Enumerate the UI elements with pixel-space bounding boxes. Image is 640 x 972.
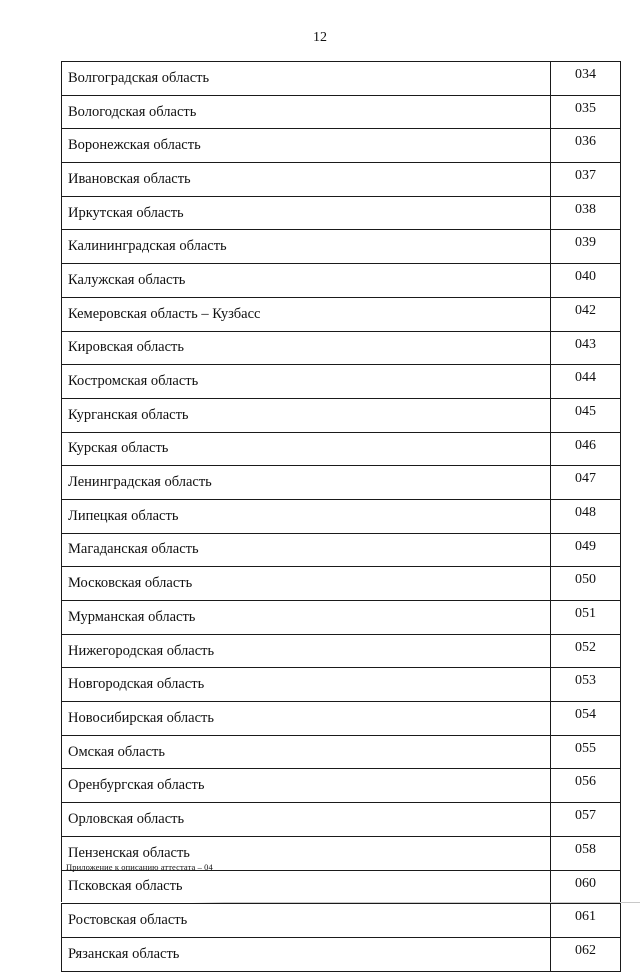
region-code-cell: 044 <box>551 365 621 399</box>
table-row <box>62 668 621 702</box>
table-row <box>62 196 621 230</box>
table-row <box>62 499 621 533</box>
region-name-cell: Орловская область <box>62 803 551 837</box>
region-code-cell: 042 <box>551 297 621 331</box>
region-code-cell: 047 <box>551 466 621 500</box>
table-row <box>62 466 621 500</box>
region-code-cell: 038 <box>551 196 621 230</box>
region-name-cell: Пензенская область <box>62 836 551 870</box>
region-name-cell: Магаданская область <box>62 533 551 567</box>
region-code-cell: 058 <box>551 836 621 870</box>
table-row <box>62 331 621 365</box>
region-code-cell: 045 <box>551 398 621 432</box>
table-row <box>62 803 621 837</box>
region-name-cell: Нижегородская область <box>62 634 551 668</box>
region-name-cell: Новосибирская область <box>62 702 551 736</box>
region-code-cell: 061 <box>551 904 621 938</box>
region-name-cell: Ленинградская область <box>62 466 551 500</box>
table-row <box>62 870 621 904</box>
region-name-cell: Рязанская область <box>62 937 551 971</box>
region-name-cell: Курская область <box>62 432 551 466</box>
region-name-cell: Иркутская область <box>62 196 551 230</box>
table-row <box>62 735 621 769</box>
region-code-cell: 049 <box>551 533 621 567</box>
region-name-cell: Мурманская область <box>62 601 551 635</box>
table-row <box>62 365 621 399</box>
region-name-cell: Волгоградская область <box>62 62 551 96</box>
table-row <box>62 129 621 163</box>
region-code-cell: 043 <box>551 331 621 365</box>
table-row <box>62 702 621 736</box>
region-name-cell: Курганская область <box>62 398 551 432</box>
region-name-cell: Оренбургская область <box>62 769 551 803</box>
region-name-cell: Костромская область <box>62 365 551 399</box>
region-name-cell: Московская область <box>62 567 551 601</box>
region-code-cell: 040 <box>551 264 621 298</box>
region-code-table-body <box>62 62 621 972</box>
region-name-cell: Кировская область <box>62 331 551 365</box>
table-row <box>62 264 621 298</box>
table-row <box>62 95 621 129</box>
region-code-cell: 051 <box>551 601 621 635</box>
table-row <box>62 230 621 264</box>
region-name-cell: Калининградская область <box>62 230 551 264</box>
region-name-cell: Псковская область <box>62 870 551 904</box>
footer-note: Приложение к описанию аттестата – 04 <box>66 862 213 872</box>
region-code-cell: 055 <box>551 735 621 769</box>
region-code-cell: 034 <box>551 62 621 96</box>
table-row <box>62 904 621 938</box>
table-row <box>62 567 621 601</box>
page-number: 12 <box>313 30 327 45</box>
region-code-cell: 053 <box>551 668 621 702</box>
table-row <box>62 432 621 466</box>
region-name-cell: Кемеровская область – Кузбасс <box>62 297 551 331</box>
table-row <box>62 634 621 668</box>
region-code-table <box>61 61 621 972</box>
region-name-cell: Воронежская область <box>62 129 551 163</box>
table-row <box>62 398 621 432</box>
table-row <box>62 769 621 803</box>
table-row <box>62 163 621 197</box>
region-code-cell: 062 <box>551 937 621 971</box>
scan-edge-line <box>0 902 640 903</box>
region-code-cell: 039 <box>551 230 621 264</box>
region-name-cell: Ивановская область <box>62 163 551 197</box>
region-code-cell: 060 <box>551 870 621 904</box>
region-code-cell: 036 <box>551 129 621 163</box>
table-row <box>62 601 621 635</box>
region-name-cell: Калужская область <box>62 264 551 298</box>
region-code-cell: 056 <box>551 769 621 803</box>
table-row <box>62 533 621 567</box>
region-code-cell: 052 <box>551 634 621 668</box>
region-code-cell: 057 <box>551 803 621 837</box>
region-code-cell: 035 <box>551 95 621 129</box>
table-row <box>62 62 621 96</box>
region-code-cell: 046 <box>551 432 621 466</box>
region-code-cell: 048 <box>551 499 621 533</box>
region-code-cell: 037 <box>551 163 621 197</box>
table-row <box>62 297 621 331</box>
region-code-cell: 050 <box>551 567 621 601</box>
region-code-cell: 054 <box>551 702 621 736</box>
region-name-cell: Липецкая область <box>62 499 551 533</box>
region-name-cell: Ростовская область <box>62 904 551 938</box>
region-name-cell: Вологодская область <box>62 95 551 129</box>
region-name-cell: Новгородская область <box>62 668 551 702</box>
region-name-cell: Омская область <box>62 735 551 769</box>
table-row <box>62 937 621 971</box>
